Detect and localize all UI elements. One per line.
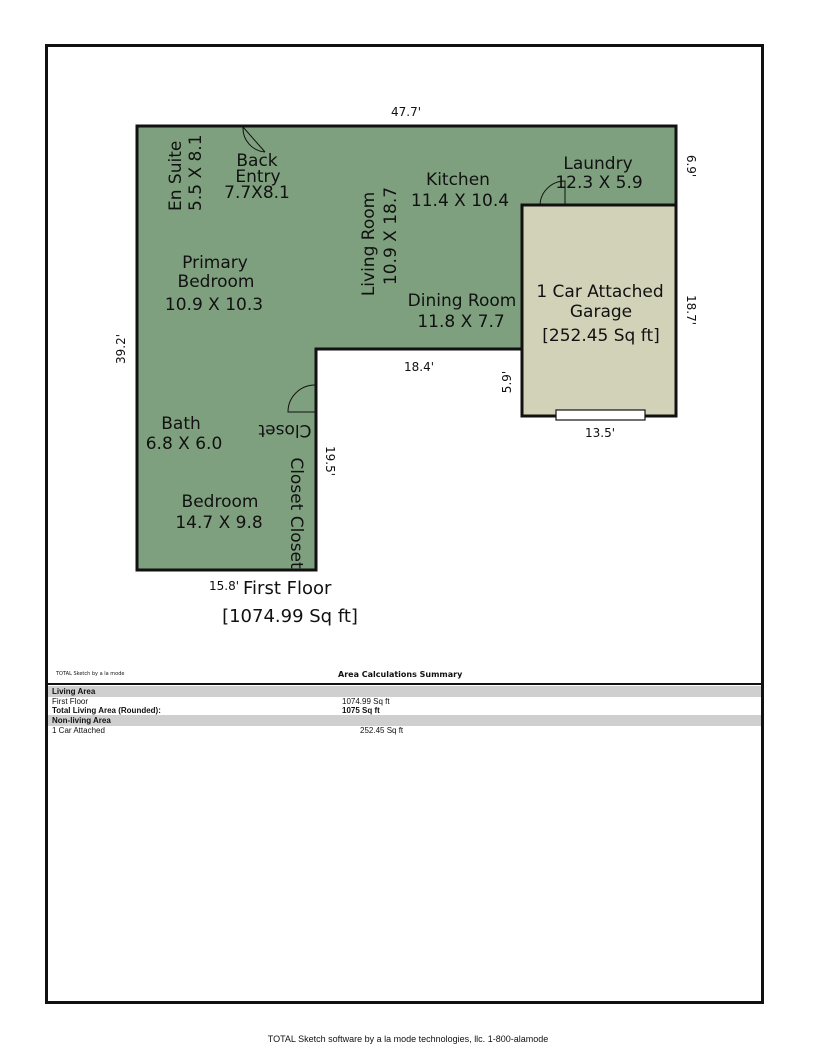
laundry-size: 12.3 X 5.9 [555, 173, 643, 193]
back-entry-label-2: Entry [235, 167, 281, 187]
dining-room-size: 11.8 X 7.7 [417, 312, 505, 332]
en-suite-label: En Suite [166, 140, 186, 211]
en-suite-size: 5.5 X 8.1 [186, 134, 206, 211]
garage-label-2: Garage [569, 302, 633, 322]
dimension-right-upper: 6.9' [684, 154, 698, 178]
living-room-size: 10.9 X 18.7 [381, 186, 401, 286]
row-label: 1 Car Attached [52, 726, 105, 735]
bath-size: 6.8 X 6.0 [145, 434, 223, 454]
row-value: 1075 Sq ft [342, 706, 380, 715]
laundry-label: Laundry [563, 154, 633, 174]
garage-area-label: [252.45 Sq ft] [542, 326, 660, 346]
dimension-bottom: 15.8' [208, 579, 240, 593]
garage-label-1: 1 Car Attached [536, 282, 664, 302]
small-credit: TOTAL Sketch by a la mode [56, 671, 125, 677]
closet-label-upside: Closet [258, 420, 312, 440]
section-heading-living: Living Area [48, 686, 761, 697]
floor-name: First Floor [243, 578, 332, 599]
dimension-garage-bottom: 13.5' [584, 426, 616, 440]
footer-credit: TOTAL Sketch software by a la mode technologies, llc. 1-800-alamode [267, 1034, 549, 1044]
floor-area: [1074.99 Sq ft] [222, 606, 358, 627]
table-row [48, 706, 761, 715]
row-value: 1074.99 Sq ft [342, 697, 390, 706]
kitchen-size: 11.4 X 10.4 [410, 191, 510, 211]
closet-label-vertical: Closet Closet [286, 457, 306, 569]
primary-bedroom-size: 10.9 X 10.3 [164, 295, 264, 315]
bedroom-label: Bedroom [181, 492, 259, 512]
dining-room-label: Dining Room [407, 291, 517, 311]
row-value: 252.45 Sq ft [360, 726, 404, 735]
dimension-inner-horizontal: 18.4' [403, 360, 435, 374]
dimension-inner-vertical: 19.5' [323, 445, 337, 477]
primary-bedroom-label-1: Primary [182, 253, 248, 273]
summary-divider [48, 683, 761, 685]
table-row [48, 697, 761, 706]
garage-door [556, 410, 645, 420]
dimension-garage-step: 5.9' [500, 370, 514, 394]
back-entry-label-1: Back [236, 151, 278, 171]
area-summary-table [48, 686, 761, 735]
kitchen-label: Kitchen [426, 170, 490, 190]
dimension-right-lower: 18.7' [684, 294, 698, 326]
bath-label: Bath [161, 414, 201, 434]
table-row [48, 726, 761, 735]
row-label: First Floor [52, 697, 88, 706]
summary-title: Area Calculations Summary [338, 670, 463, 679]
section-heading-non-living: Non-living Area [48, 715, 761, 726]
row-label: Total Living Area (Rounded): [52, 706, 161, 715]
living-room-label: Living Room [359, 191, 379, 297]
primary-bedroom-label-2: Bedroom [177, 272, 255, 292]
dimension-left: 39.2' [114, 333, 128, 365]
bedroom-size: 14.7 X 9.8 [175, 513, 263, 533]
back-entry-size: 7.7X8.1 [224, 183, 290, 203]
dimension-top: 47.7' [390, 105, 422, 119]
summary-header [48, 668, 761, 684]
